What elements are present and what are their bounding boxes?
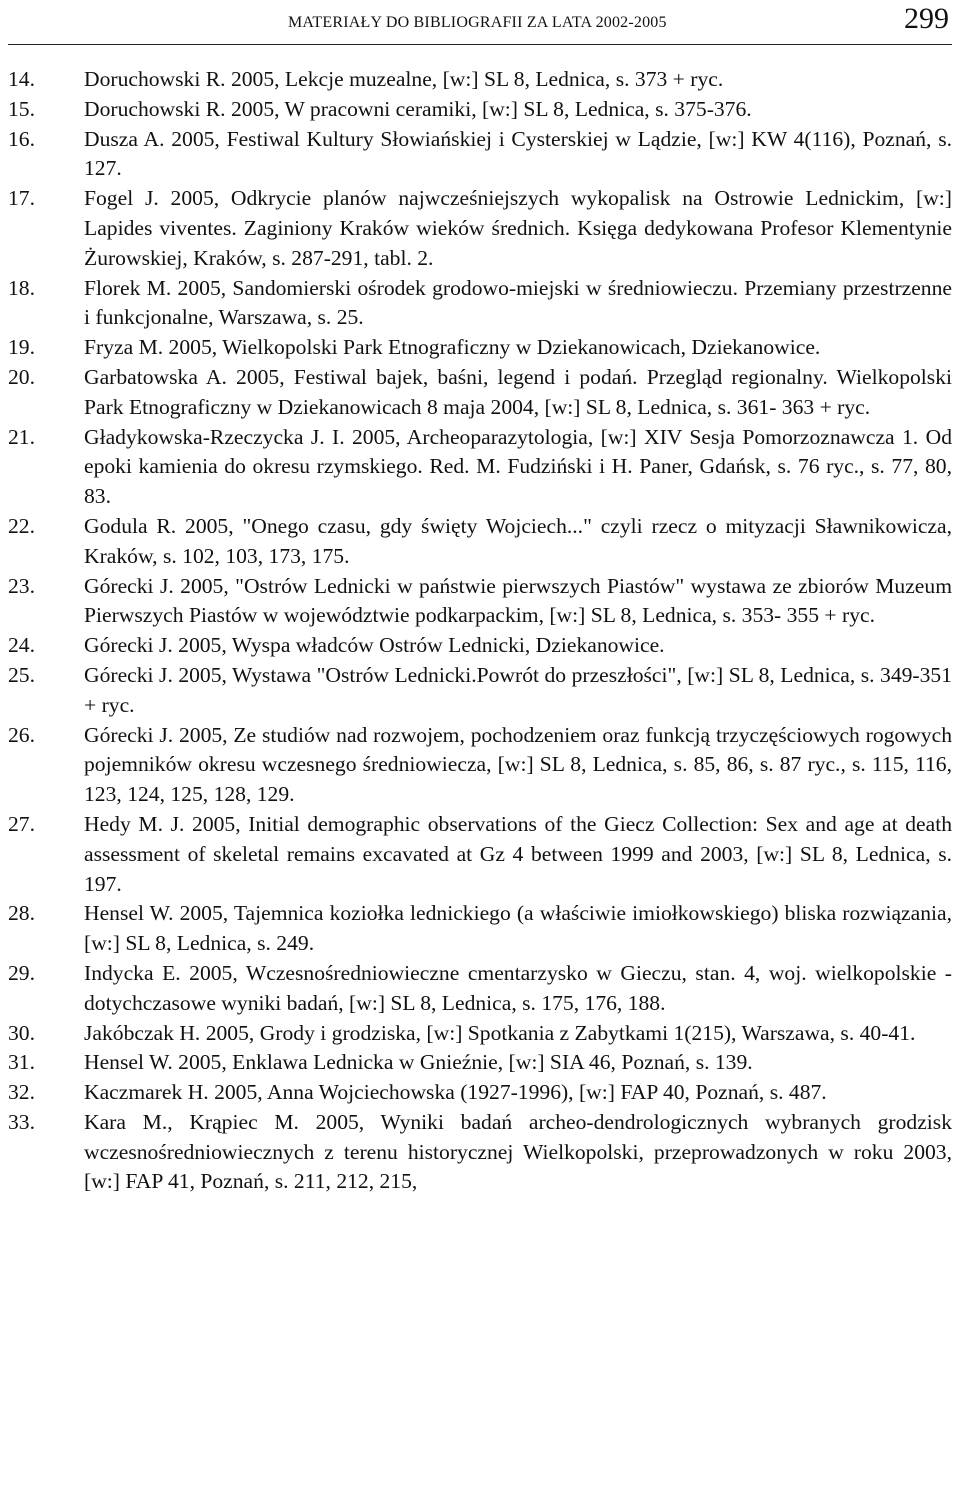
- entry-number: 18.: [8, 275, 35, 300]
- bibliography-entry: [8, 1019, 952, 1049]
- entry-text: Górecki J. 2005, Wyspa władców Ostrów Lednicki, Dziekanowice.: [84, 633, 665, 658]
- entry-number: 32.: [8, 1080, 35, 1105]
- entry-text: Fryza M. 2005, Wielkopolski Park Etnograficzny w Dziekanowicach, Dziekanowice.: [84, 335, 821, 360]
- bibliography-entry: [8, 333, 952, 363]
- entry-number: 15.: [8, 96, 35, 121]
- bibliography-entry: [8, 65, 952, 95]
- bibliography-entry: [8, 512, 952, 572]
- bibliography-entry: [8, 631, 952, 661]
- entry-text: Hedy M. J. 2005, Initial demographic observations of the Giecz Collection: Sex and age at death assessment of skeletal remains excavated at Gz 4 between 1999 and 2003, [w:] SL 8, Lednica, s. 197.: [84, 811, 952, 896]
- bibliography-entry: [8, 721, 952, 810]
- bibliography-entry: [8, 899, 952, 959]
- bibliography-entry: [8, 572, 952, 632]
- entry-number: 33.: [8, 1109, 35, 1134]
- bibliography-entry: [8, 184, 952, 273]
- entry-number: 28.: [8, 901, 35, 926]
- entry-number: 29.: [8, 960, 35, 985]
- entry-text: Gładykowska-Rzeczycka J. I. 2005, Archeoparazytologia, [w:] XIV Sesja Pomorzoznawcza 1. Od epoki kamienia do okresu rzymskiego. Red. M. Fudziński i H. Paner, Gdańsk, s. 76 ryc., s. 77, 80, 83.: [84, 424, 952, 509]
- bibliography-entry: [8, 810, 952, 899]
- bibliography-entry: [8, 95, 952, 125]
- page-number: 299: [904, 2, 949, 35]
- entry-number: 14.: [8, 67, 35, 91]
- entry-text: Jakóbczak H. 2005, Grody i grodziska, [w:] Spotkania z Zabytkami 1(215), Warszawa, s. 40-41.: [84, 1020, 916, 1045]
- entry-number: 20.: [8, 364, 35, 389]
- entry-text: Garbatowska A. 2005, Festiwal bajek, baśni, legend i podań. Przegląd regionalny. Wielkopolski Park Etnograficzny w Dziekanowicach 8 maja 2004, [w:] SL 8, Lednica, s. 361- 363 + ryc.: [84, 364, 952, 419]
- bibliography-entry: [8, 125, 952, 185]
- entry-number: 26.: [8, 722, 35, 747]
- bibliography-entry: [8, 274, 952, 334]
- entry-number: 17.: [8, 186, 35, 211]
- running-title: MATERIAŁY DO BIBLIOGRAFII ZA LATA 2002-2005: [288, 14, 667, 31]
- bibliography-entry: [8, 423, 952, 512]
- entry-number: 31.: [8, 1050, 35, 1075]
- entry-number: 25.: [8, 662, 35, 687]
- bibliography-list: [8, 65, 952, 1197]
- bibliography-entry: [8, 1048, 952, 1078]
- bibliography-entry: [8, 1108, 952, 1197]
- entry-text: Florek M. 2005, Sandomierski ośrodek grodowo-miejski w średniowieczu. Przemiany przestrzenne i funkcjonalne, Warszawa, s. 25.: [84, 275, 952, 330]
- bibliography-entry: [8, 1078, 952, 1108]
- entry-text: Dusza A. 2005, Festiwal Kultury Słowiańskiej i Cysterskiej w Lądzie, [w:] KW 4(116), Poznań, s. 127.: [84, 126, 952, 181]
- entry-text: Hensel W. 2005, Tajemnica koziołka lednickiego (a właściwie imiołkowskiego) bliska rozwiązania, [w:] SL 8, Lednica, s. 249.: [84, 901, 952, 956]
- entry-text: Godula R. 2005, "Onego czasu, gdy święty Wojciech..." czyli rzecz o mityzacji Sławnikowicza, Kraków, s. 102, 103, 173, 175.: [84, 513, 952, 568]
- entry-text: Górecki J. 2005, "Ostrów Lednicki w państwie pierwszych Piastów" wystawa ze zbiorów Muzeum Pierwszych Piastów w województwie podkarpackim, [w:] SL 8, Lednica, s. 353- 355 + ryc.: [84, 573, 952, 628]
- entry-text: Doruchowski R. 2005, Lekcje muzealne, [w:] SL 8, Lednica, s. 373 + ryc.: [84, 67, 724, 91]
- entry-number: 27.: [8, 811, 35, 836]
- entry-text: Kara M., Krąpiec M. 2005, Wyniki badań archeo-dendrologicznych wybranych grodzisk wczesnośredniowiecznych z terenu historycznej Wielkopolski, przeprowadzonych w roku 2003, [w:] FAP 41, Poznań, s. 211, 212, 215,: [84, 1109, 952, 1194]
- entry-text: Hensel W. 2005, Enklawa Lednicka w Gnieźnie, [w:] SIA 46, Poznań, s. 139.: [84, 1050, 753, 1075]
- entry-text: Fogel J. 2005, Odkrycie planów najwcześniejszych wykopalisk na Ostrowie Lednickim, [w:] Lapides viventes. Zaginiony Kraków wieków średnich. Księga dedykowana Profesor Klementynie Żurowskiej, Kraków, s. 287-291, tabl. 2.: [84, 186, 952, 270]
- entry-text: Indycka E. 2005, Wczesnośredniowieczne cmentarzysko w Gieczu, stan. 4, woj. wielkopolskie - dotychczasowe wyniki badań, [w:] SL 8, Lednica, s. 175, 176, 188.: [84, 960, 952, 1015]
- entry-number: 23.: [8, 573, 35, 598]
- entry-number: 21.: [8, 424, 35, 449]
- entry-number: 19.: [8, 335, 35, 360]
- bibliography-entry: [8, 959, 952, 1019]
- entry-text: Górecki J. 2005, Ze studiów nad rozwojem, pochodzeniem oraz funkcją trzyczęściowych rogowych pojemników okresu wczesnego średniowiecza, [w:] SL 8, Lednica, s. 85, 86, s. 87 ryc., s. 115, 116, 123, 124, 125, 128, 129.: [84, 722, 952, 807]
- entry-number: 22.: [8, 513, 35, 538]
- bibliography-entry: [8, 661, 952, 721]
- entry-text: Doruchowski R. 2005, W pracowni ceramiki, [w:] SL 8, Lednica, s. 375-376.: [84, 96, 752, 121]
- entry-text: Kaczmarek H. 2005, Anna Wojciechowska (1927-1996), [w:] FAP 40, Poznań, s. 487.: [84, 1080, 827, 1105]
- entry-number: 24.: [8, 633, 35, 658]
- entry-number: 30.: [8, 1020, 35, 1045]
- page-header: [8, 0, 952, 45]
- bibliography-entry: [8, 363, 952, 423]
- entry-number: 16.: [8, 126, 35, 151]
- entry-text: Górecki J. 2005, Wystawa "Ostrów Lednicki.Powrót do przeszłości", [w:] SL 8, Lednica, s. 349-351 + ryc.: [84, 662, 952, 717]
